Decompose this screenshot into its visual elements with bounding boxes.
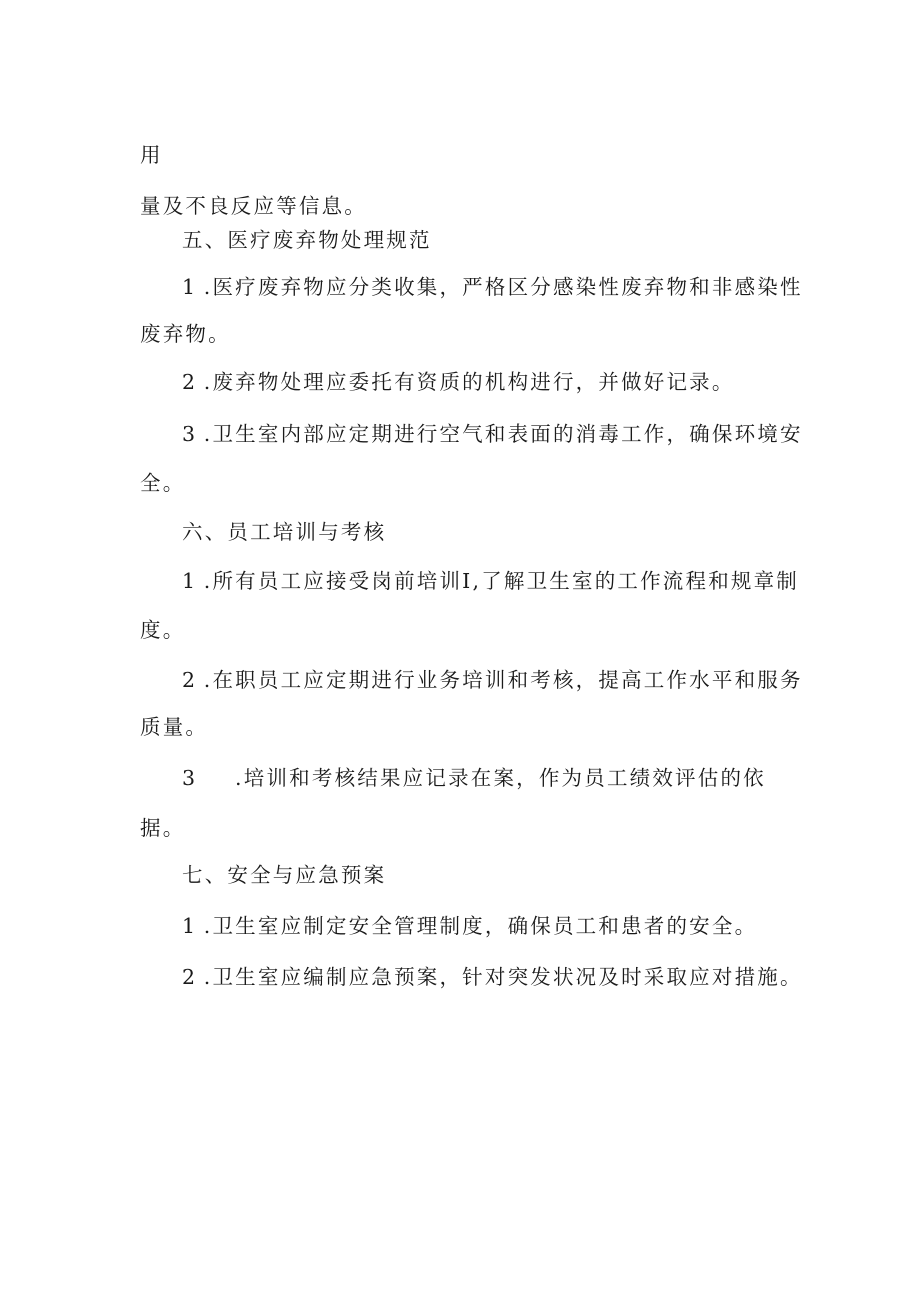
section-7-heading: 七、安全与应急预案 [182,863,387,887]
section-6-item-3-continued: 据。 [140,816,186,840]
section-7-item-2 [182,963,803,991]
item-text: .所有员工应接受岗前培训I,了解卫生室的工作流程和规章制 [203,569,799,593]
section-5-item-1 [182,273,803,301]
item-text: .培训和考核结果应记录在案，作为员工绩效评估的依 [235,766,766,790]
section-6-item-1 [182,567,799,595]
item-number: 2 [182,370,196,394]
section-6-heading: 六、员工培训与考核 [182,520,387,544]
section-7-item-1 [182,912,757,940]
text-fragment-dosage: 量及不良反应等信息。 [140,194,367,218]
item-text: .医疗废弃物应分类收集，严格区分感染性废弃物和非感染性 [203,275,803,299]
section-5-item-1-continued: 废弃物。 [140,322,231,346]
section-5-item-3-continued: 全。 [140,471,186,495]
item-text: .废弃物处理应委托有资质的机构进行，并做好记录。 [203,370,735,394]
section-6-item-2-continued: 质量。 [140,715,209,739]
item-number: 1 [182,275,196,299]
item-number: 2 [182,668,196,692]
item-number: 1 [182,914,196,938]
item-text: .卫生室应编制应急预案，针对突发状况及时采取应对措施。 [203,965,803,989]
section-6-item-2 [182,666,803,694]
section-5-item-2 [182,368,735,396]
item-text: .卫生室内部应定期进行空气和表面的消毒工作，确保环境安 [203,422,803,446]
item-number: 3 [182,422,196,446]
item-text: .卫生室应制定安全管理制度，确保员工和患者的安全。 [203,914,758,938]
section-5-item-3 [182,420,803,448]
text-fragment-yong: 用 [140,143,163,167]
item-number: 3 [182,766,196,790]
section-6-item-1-continued: 度。 [140,618,186,642]
section-5-heading: 五、医疗废弃物处理规范 [182,228,432,252]
item-number: 2 [182,965,196,989]
section-6-item-3 [182,764,766,792]
item-text: .在职员工应定期进行业务培训和考核，提高工作水平和服务 [203,668,803,692]
item-number: 1 [182,569,196,593]
